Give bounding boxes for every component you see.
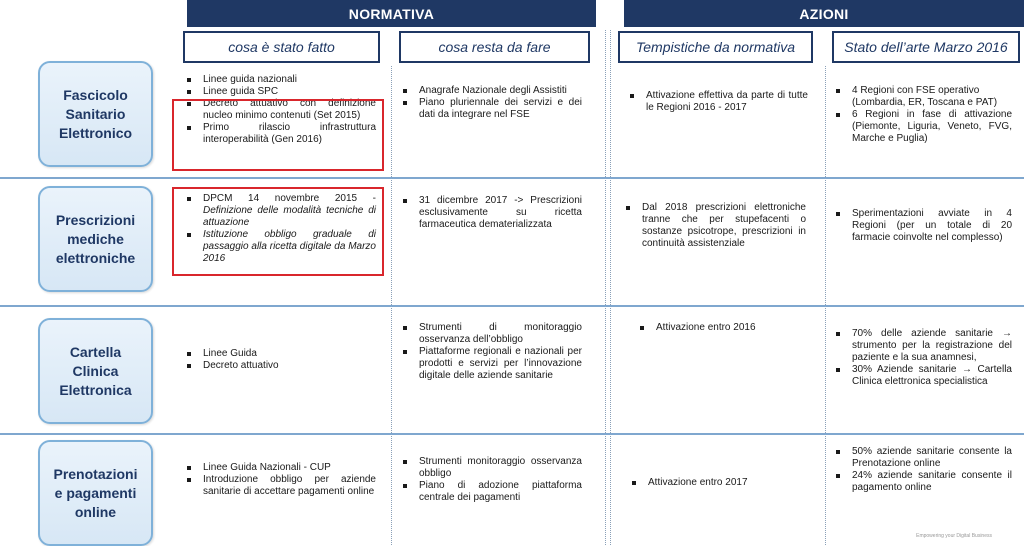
column-header-stato: Stato dell’arte Marzo 2016	[832, 31, 1020, 63]
list-item: Strumenti di monitoraggio osservanza dell’obbligo	[399, 322, 582, 346]
list-item: Decreto attuativo con definizione nucleo minimo contenuti (Set 2015)	[183, 98, 376, 122]
list-item: 70% delle aziende sanitarie → strumento per la registrazione del paziente e la sua anamnesi,	[832, 328, 1012, 364]
row-divider	[0, 305, 1024, 307]
footer-tagline: Empowering your Digital Business	[916, 533, 992, 539]
row-divider	[0, 177, 1024, 179]
list-item-italic: Definizione delle modalità tecniche di attuazione	[203, 205, 376, 228]
cell-prenotazioni-fatto	[183, 462, 376, 498]
cell-cartella-tempistiche	[636, 322, 806, 334]
list-item-text: DPCM 14 novembre 2015 -	[203, 193, 376, 204]
list-item: Anagrafe Nazionale degli Assistiti	[399, 85, 582, 97]
list-item: Istituzione obbligo graduale di passaggio alla ricetta digitale da Marzo 2016	[183, 229, 376, 265]
cell-prenotazioni-tempistiche	[628, 477, 806, 489]
list-item: Linee guida nazionali	[183, 74, 376, 86]
highlight-box	[172, 99, 384, 171]
list-item: Linee Guida	[183, 348, 376, 360]
cell-cartella-fatto	[183, 348, 376, 372]
cell-fse-stato	[832, 85, 1012, 145]
column-header-fatto: cosa è stato fatto	[183, 31, 380, 63]
list-item: Strumenti monitoraggio osservanza obbligo	[399, 456, 582, 480]
list-item: Linee guida SPC	[183, 86, 376, 98]
list-item: 50% aziende sanitarie consente la Prenotazione online	[832, 446, 1012, 470]
cell-prescrizioni-tempistiche	[622, 202, 806, 250]
cell-cartella-resta	[399, 322, 582, 382]
list-item: Linee Guida Nazionali - CUP	[183, 462, 376, 474]
list-item: 31 dicembre 2017 -> Prescrizioni esclusivamente su ricetta farmaceutica dematerializzata	[399, 195, 582, 231]
cell-prenotazioni-stato	[832, 446, 1012, 494]
list-item: 6 Regioni in fase di attivazione (Piemonte, Liguria, Veneto, FVG, Marche e Puglia)	[832, 109, 1012, 145]
row-divider	[0, 433, 1024, 435]
list-item: Piano pluriennale dei servizi e dei dati da integrare nel FSE	[399, 97, 582, 121]
list-item: Dal 2018 prescrizioni elettroniche tranne che per stupefacenti o sostanze psicotrope, prescrizioni in continuità assistenziale	[622, 202, 806, 250]
list-item: Decreto attuativo	[183, 360, 376, 372]
list-item: Attivazione effettiva da parte di tutte le Regioni 2016 - 2017	[626, 90, 808, 114]
cell-cartella-stato	[832, 328, 1012, 388]
row-label-cartella: Cartella Clinica Elettronica	[38, 318, 153, 424]
cell-fse-resta	[399, 85, 582, 121]
banner-normativa: NORMATIVA	[187, 0, 596, 27]
cell-prenotazioni-resta	[399, 456, 582, 504]
row-label-prenotazioni: Prenotazioni e pagamenti online	[38, 440, 153, 546]
list-item: 24% aziende sanitarie consente il pagamento online	[832, 470, 1012, 494]
list-item: Primo rilascio infrastruttura interoperabilità (Gen 2016)	[183, 122, 376, 146]
row-label-prescrizioni: Prescrizioni mediche elettroniche	[38, 186, 153, 292]
list-item: Introduzione obbligo per aziende sanitarie di accettare pagamenti online	[183, 474, 376, 498]
list-item: Sperimentazioni avviate in 4 Regioni (per un totale di 20 farmacie coinvolte nel complesso)	[832, 208, 1012, 244]
list-item: Attivazione entro 2017	[628, 477, 806, 489]
column-header-tempistiche: Tempistiche da normativa	[618, 31, 813, 63]
list-item: Piattaforme regionali e nazionali per prodotti e servizi per l’innovazione digitale delle aziende sanitarie	[399, 346, 582, 382]
column-header-resta: cosa resta da fare	[399, 31, 590, 63]
column-divider	[605, 30, 606, 545]
cell-fse-tempistiche	[626, 90, 808, 114]
cell-prescrizioni-stato	[832, 208, 1012, 244]
column-divider	[610, 30, 611, 545]
list-item: 4 Regioni con FSE operativo (Lombardia, ER, Toscana e PAT)	[832, 85, 1012, 109]
list-item: Attivazione entro 2016	[636, 322, 806, 334]
list-item: Piano di adozione piattaforma centrale dei pagamenti	[399, 480, 582, 504]
list-item: 30% Aziende sanitarie → Cartella Clinica elettronica specialistica	[832, 364, 1012, 388]
highlight-box	[172, 187, 384, 276]
banner-azioni: AZIONI	[624, 0, 1024, 27]
cell-prescrizioni-resta	[399, 195, 582, 231]
row-label-fse: Fascicolo Sanitario Elettronico	[38, 61, 153, 167]
